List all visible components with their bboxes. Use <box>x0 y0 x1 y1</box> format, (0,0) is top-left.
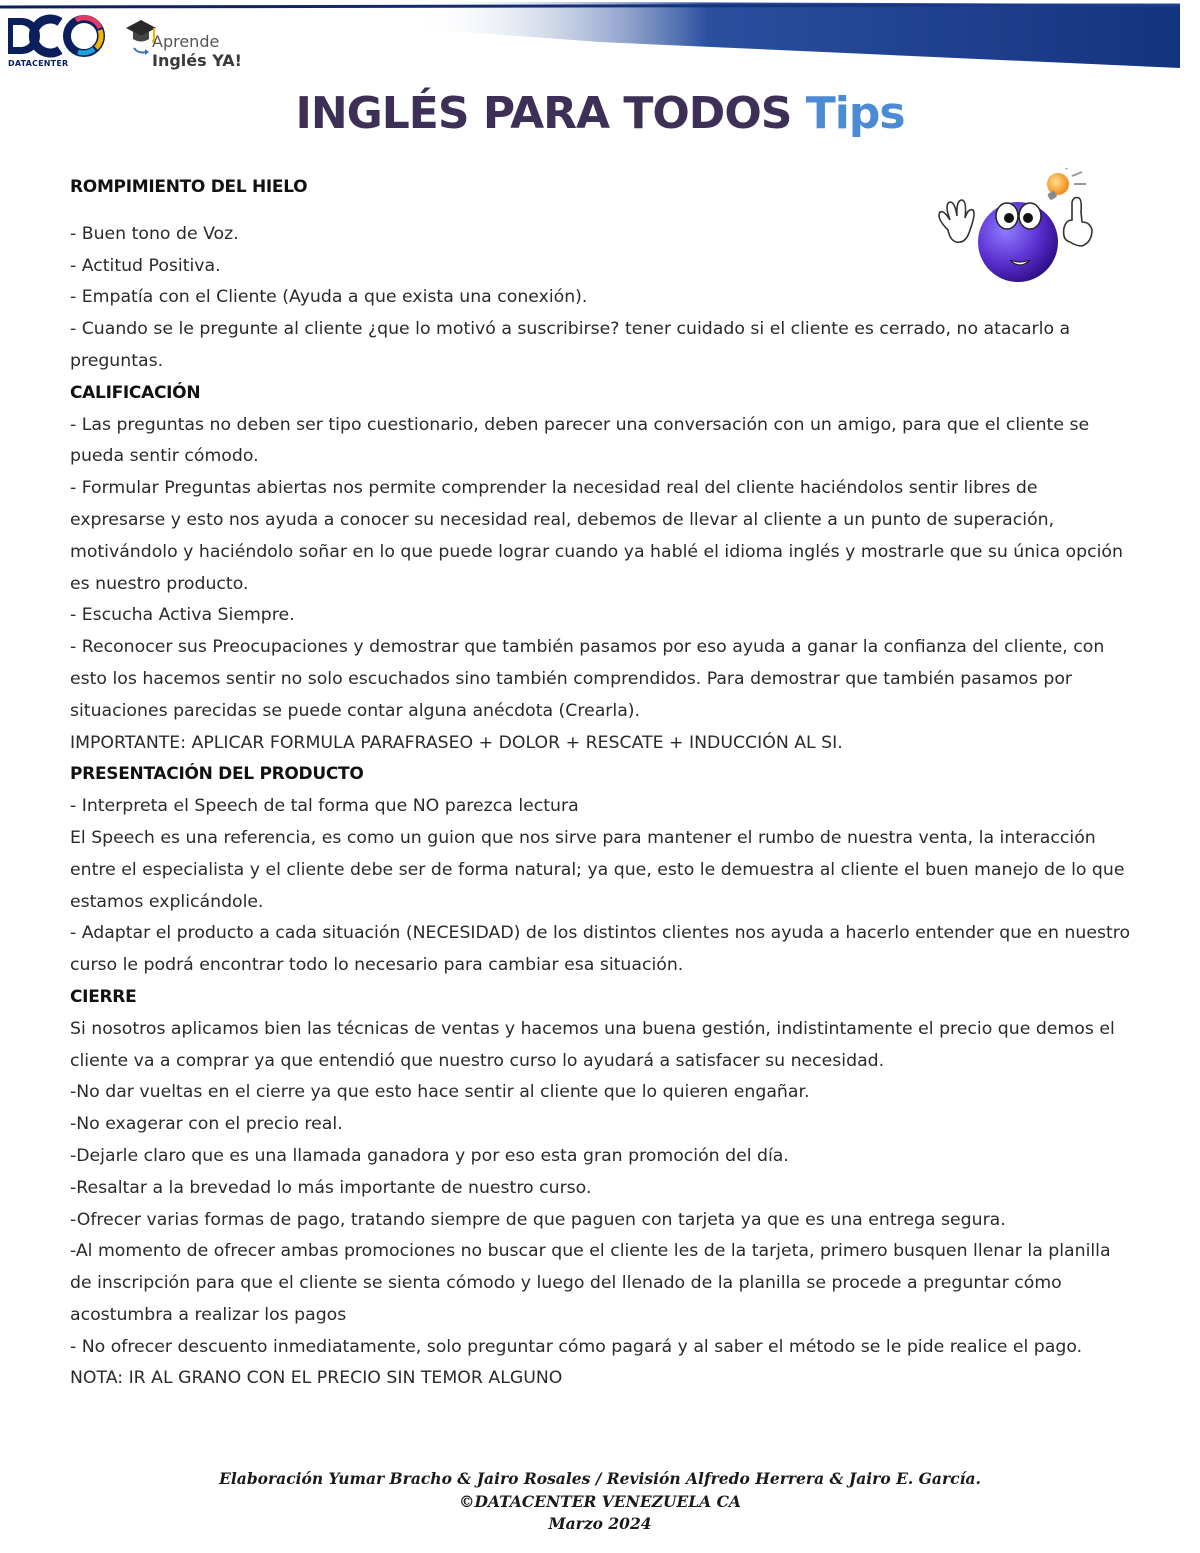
datacenter-logo <box>6 14 106 70</box>
page-footer <box>0 1468 1200 1536</box>
list-item: -Dejarle claro que es una llamada ganadora y por eso esta gran promoción del día. <box>70 1145 789 1166</box>
section-heading-calificacion: CALIFICACIÓN <box>70 382 201 403</box>
list-item: - Formular Preguntas abiertas nos permite comprender la necesidad real del cliente haciéndolos sentir libres de expresarse y esto nos ayuda a conocer su necesidad real, debemos de llevar al cliente a un punto de superación, motivándolo y haciéndolo soñar en lo que puede lograr cuando ya hablé el idioma inglés y mostrarle que su única opción es nuestro producto. <box>70 478 1123 594</box>
paragraph: Si nosotros aplicamos bien las técnicas de ventas y hacemos una buena gestión, indistintamente el precio que demos el cliente va a comprar ya que entendió que nuestro curso lo ayudará a satisfacer su necesidad. <box>70 1018 1115 1071</box>
list-item: -Resaltar a la brevedad lo más importante de nuestro curso. <box>70 1177 592 1198</box>
list-item: - No ofrecer descuento inmediatamente, solo preguntar cómo pagará y al saber el método se le pide realice el pago. <box>70 1336 1083 1357</box>
paragraph: El Speech es una referencia, es como un guion que nos sirve para mantener el rumbo de nuestra venta, la interacción entre el especialista y el cliente debe ser de forma natural; ya que, esto le demuestra al cliente el buen manejo de lo que estamos explicándole. <box>70 827 1125 912</box>
aprende-logo-line1: Aprende <box>152 32 220 51</box>
list-item: -No exagerar con el precio real. <box>70 1114 343 1135</box>
list-item: - Empatía con el Cliente (Ayuda a que exista una conexión). <box>70 287 588 308</box>
list-item: - Adaptar el producto a cada situación (NECESIDAD) de los distintos clientes nos ayuda a hacerlo entender que en nuestro curso le podrá encontrar todo lo necesario para cambiar esa situación. <box>70 923 1131 976</box>
page-title <box>0 88 1200 139</box>
datacenter-logo-label: DATACENTER <box>8 59 69 68</box>
tips-content <box>70 172 1134 1395</box>
list-item: - Interpreta el Speech de tal forma que NO parezca lectura <box>70 796 579 817</box>
section-heading-rompimiento: ROMPIMIENTO DEL HIELO <box>70 177 308 197</box>
list-item: - Cuando se le pregunte al cliente ¿que lo motivó a suscribirse? tener cuidado si el cliente es cerrado, no atacarlo a preguntas. <box>70 319 1071 371</box>
aprende-ingles-logo <box>124 14 244 74</box>
list-item: - Escucha Activa Siempre. <box>70 605 295 626</box>
important-note: IMPORTANTE: APLICAR FORMULA PARAFRASEO + DOLOR + RESCATE + INDUCCIÓN AL SI. <box>70 732 843 753</box>
footer-copyright: ©DATACENTER VENEZUELA CA <box>459 1491 741 1511</box>
section-heading-presentacion: PRESENTACIÓN DEL PRODUCTO <box>70 764 364 785</box>
aprende-logo-line2: Inglés YA! <box>152 51 242 70</box>
header-logos <box>6 14 244 74</box>
list-item: -Ofrecer varias formas de pago, tratando siempre de que paguen con tarjeta ya que es una entrega segura. <box>70 1209 1006 1230</box>
list-item: -No dar vueltas en el cierre ya que esto hace sentir al cliente que lo quieren engañar. <box>70 1082 810 1103</box>
list-item: -Al momento de ofrecer ambas promociones no buscar que el cliente les de la tarjeta, primero busquen llenar la planilla de inscripción para que el cliente se sienta cómodo y luego del llenado de la planilla se procede a preguntar cómo acostumbra a realizar los pagos <box>70 1241 1111 1325</box>
page-title-main: INGLÉS PARA TODOS <box>295 88 792 139</box>
footer-credits: Elaboración Yumar Bracho & Jairo Rosales / Revisión Alfredo Herrera & Jairo E. García. <box>219 1469 981 1488</box>
list-item: - Reconocer sus Preocupaciones y demostrar que también pasamos por eso ayuda a ganar la confianza del cliente, con esto los hacemos sentir no solo escuchados sino también comprendidos. Para demostrar que también pasamos por situaciones parecidas se puede contar alguna anécdota (Crearla). <box>70 637 1105 721</box>
closing-note: NOTA: IR AL GRANO CON EL PRECIO SIN TEMOR ALGUNO <box>70 1368 563 1389</box>
section-heading-cierre: CIERRE <box>70 986 137 1007</box>
list-item: - Las preguntas no deben ser tipo cuestionario, deben parecer una conversación con un amigo, para que el cliente se pueda sentir cómodo. <box>70 414 1090 467</box>
page-title-accent: Tips <box>805 88 905 139</box>
footer-date: Marzo 2024 <box>548 1514 652 1533</box>
list-item: - Buen tono de Voz. <box>70 223 239 244</box>
list-item: - Actitud Positiva. <box>70 255 221 276</box>
datacenter-logo-icon <box>6 14 106 58</box>
